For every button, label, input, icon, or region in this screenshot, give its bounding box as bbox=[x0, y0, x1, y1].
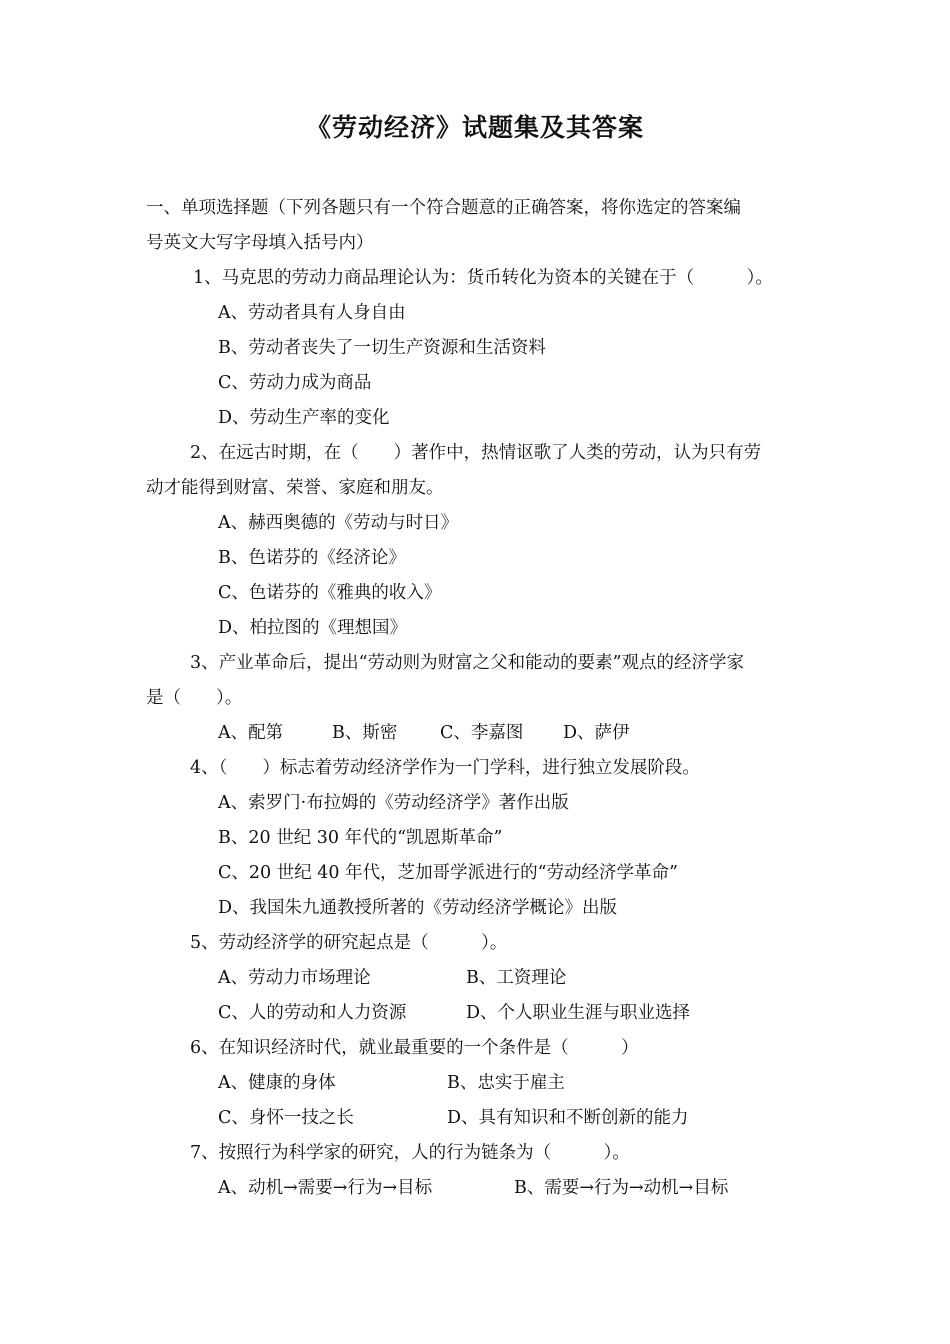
question-2-stem-line-2: 动才能得到财富、荣誉、家庭和朋友。 bbox=[146, 478, 444, 498]
question-3-option-c: C、李嘉图 bbox=[440, 723, 524, 743]
question-3-option-b: B、斯密 bbox=[332, 723, 398, 743]
question-5-option-a: A、劳动力市场理论 bbox=[218, 968, 371, 988]
question-3-option-a: A、配第 bbox=[218, 723, 284, 743]
question-2-option-c: C、色诺芬的《雅典的收入》 bbox=[218, 583, 442, 603]
question-1-option-a: A、劳动者具有人身自由 bbox=[218, 303, 406, 323]
question-4-option-a: A、索罗门·布拉姆的《劳动经济学》著作出版 bbox=[218, 793, 569, 813]
question-6-option-b: B、忠实于雇主 bbox=[447, 1073, 565, 1093]
question-5-option-d: D、个人职业生涯与职业选择 bbox=[466, 1003, 691, 1023]
question-4-option-d: D、我国朱九通教授所著的《劳动经济学概论》出版 bbox=[218, 898, 618, 918]
question-6-option-a: A、健康的身体 bbox=[218, 1073, 336, 1093]
question-1-option-c: C、劳动力成为商品 bbox=[218, 373, 372, 393]
question-4-stem: 4、（ ）标志着劳动经济学作为一门学科，进行独立发展阶段。 bbox=[190, 758, 700, 778]
question-6-stem: 6、在知识经济时代，就业最重要的一个条件是（ ） bbox=[190, 1038, 639, 1058]
question-5-stem: 5、劳动经济学的研究起点是（ ）。 bbox=[190, 933, 508, 953]
section-heading-line-2: 号英文大写字母填入括号内） bbox=[146, 233, 374, 253]
question-4-option-c: C、20 世纪 40 年代，芝加哥学派进行的“劳动经济学革命” bbox=[218, 863, 679, 883]
question-6-option-d: D、具有知识和不断创新的能力 bbox=[447, 1108, 689, 1128]
question-7-stem: 7、按照行为科学家的研究，人的行为链条为（ ）。 bbox=[190, 1143, 630, 1163]
question-3-option-d: D、萨伊 bbox=[563, 723, 630, 743]
question-6-option-c: C、身怀一技之长 bbox=[218, 1108, 354, 1128]
question-2-stem-line-1: 2、在远古时期，在（ ）著作中，热情讴歌了人类的劳动，认为只有劳 bbox=[190, 443, 762, 463]
question-5-option-b: B、工资理论 bbox=[466, 968, 567, 988]
page-title: 《劳动经济》试题集及其答案 bbox=[305, 113, 644, 142]
question-4-option-b: B、20 世纪 30 年代的“凯恩斯革命” bbox=[218, 828, 503, 848]
question-1-stem: 1、马克思的劳动力商品理论认为：货币转化为资本的关键在于（ ）。 bbox=[193, 268, 773, 288]
question-1-option-b: B、劳动者丧失了一切生产资源和生活资料 bbox=[218, 338, 546, 358]
question-5-option-c: C、人的劳动和人力资源 bbox=[218, 1003, 407, 1023]
question-3-stem-line-1: 3、产业革命后，提出“劳动则为财富之父和能动的要素”观点的经济学家 bbox=[190, 653, 745, 673]
question-2-option-d: D、柏拉图的《理想国》 bbox=[218, 618, 408, 638]
question-7-option-b: B、需要→行为→动机→目标 bbox=[514, 1178, 729, 1198]
question-3-stem-line-2: 是（ ）。 bbox=[146, 688, 243, 708]
question-7-option-a: A、动机→需要→行为→目标 bbox=[218, 1178, 433, 1198]
question-1-option-d: D、劳动生产率的变化 bbox=[218, 408, 390, 428]
question-2-option-b: B、色诺芬的《经济论》 bbox=[218, 548, 406, 568]
question-2-option-a: A、赫西奥德的《劳动与时日》 bbox=[218, 513, 459, 533]
section-heading-line-1: 一、单项选择题（下列各题只有一个符合题意的正确答案，将你选定的答案编 bbox=[146, 198, 741, 218]
